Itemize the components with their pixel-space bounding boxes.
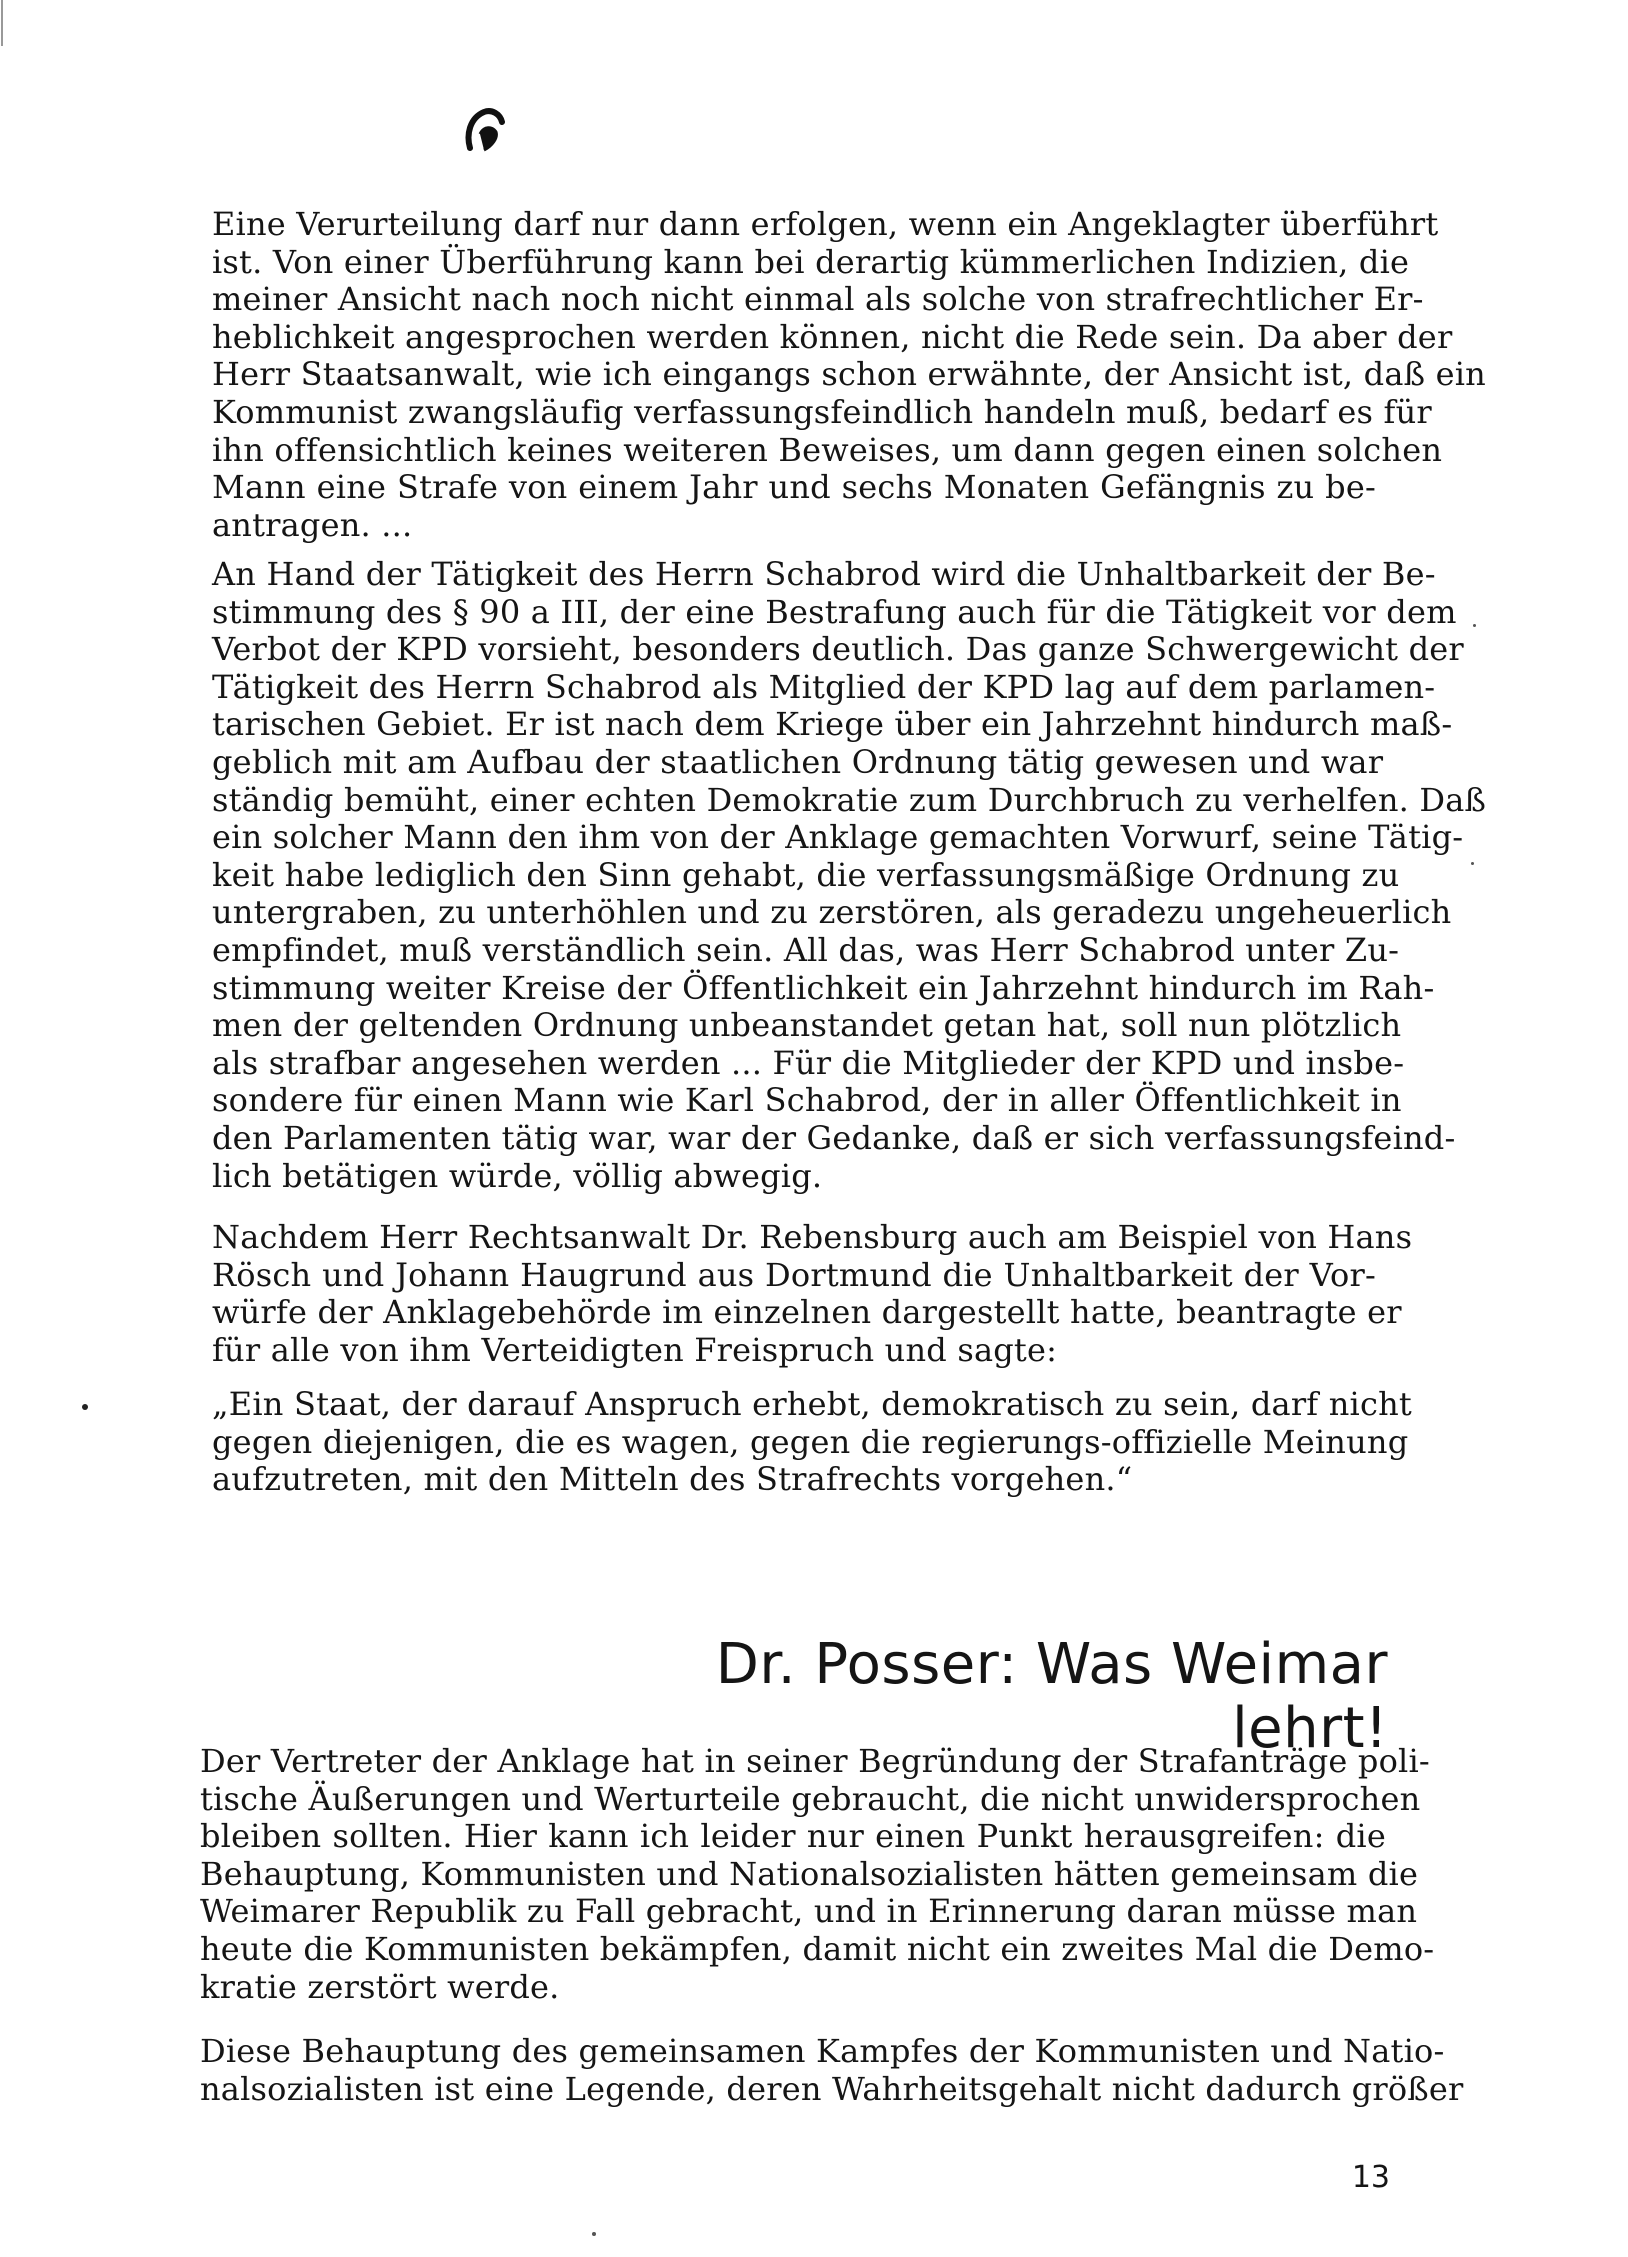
text-line: Kommunist zwangsläufig verfassungsfeindlich handeln muß, bedarf es für [212,392,1432,431]
text-line: ihn offensichtlich keines weiteren Beweises, um dann gegen einen solchen [212,430,1443,469]
text-line: Nachdem Herr Rechtsanwalt Dr. Rebensburg auch am Beispiel von Hans [212,1218,1413,1256]
text-line: Der Vertreter der Anklage hat in seiner Begründung der Strafanträge poli- [200,1742,1430,1780]
margin-dot-mark [82,1404,88,1410]
paragraph-1 [212,205,1486,544]
text-line: empfindet, muß verständlich sein. All das, was Herr Schabrod unter Zu- [212,930,1400,969]
text-line: Mann eine Strafe von einem Jahr und sechs Monaten Gefängnis zu be- [212,468,1376,507]
text-line: ständig bemüht, einer echten Demokratie zum Durchbruch zu verhelfen. Daß [212,780,1487,819]
text-line: tarischen Gebiet. Er ist nach dem Kriege über ein Jahrzehnt hindurch maß- [212,705,1453,744]
text-line: heute die Kommunisten bekämpfen, damit nicht ein zweites Mal die Demo- [200,1929,1435,1968]
text-line: bleiben sollten. Hier kann ich leider nur einen Punkt herausgreifen: die [200,1817,1386,1856]
quotation-paragraph [212,1385,1412,1499]
text-line: nalsozialisten ist eine Legende, deren Wahrheitsgehalt nicht dadurch größer [200,2069,1464,2108]
text-line: den Parlamenten tätig war, war der Gedanke, daß er sich verfassungsfeind- [212,1118,1456,1157]
text-line: stimmung weiter Kreise der Öffentlichkeit ein Jahrzehnt hindurch im Rah- [212,968,1435,1007]
page-number: 13 [1351,2160,1390,2195]
text-line: lich betätigen würde, völlig abwegig. [212,1156,823,1195]
scan-edge-mark [1,0,3,46]
paragraph-4 [200,1742,1435,2006]
text-line: antragen. ... [212,505,413,544]
text-line: aufzutreten, mit den Mitteln des Strafrechts vorgehen.“ [212,1460,1133,1499]
text-line: men der geltenden Ordnung unbeanstandet getan hat, soll nun plötzlich [212,1006,1402,1045]
text-line: Diese Behauptung des gemeinsamen Kampfes der Kommunisten und Natio- [200,2032,1445,2070]
text-line: ein solcher Mann den ihm von der Anklage gemachten Vorwurf, seine Tätig- [212,818,1464,857]
top-ornament-mark [462,104,508,156]
text-line: kratie zerstört werde. [200,1967,560,2006]
text-line: meiner Ansicht nach noch nicht einmal als solche von strafrechtlicher Er- [212,280,1424,319]
text-line: als strafbar angesehen werden ... Für die Mitglieder der KPD und insbe- [212,1043,1405,1082]
text-line: stimmung des § 90 a III, der eine Bestrafung auch für die Tätigkeit vor dem [212,592,1457,631]
text-line: sondere für einen Mann wie Karl Schabrod, der in aller Öffentlichkeit in [212,1081,1402,1120]
text-line: An Hand der Tätigkeit des Herrn Schabrod wird die Unhaltbarkeit der Be- [212,555,1436,593]
paragraph-5 [200,2032,1464,2108]
scan-speck [1471,862,1474,865]
scan-speck [592,2232,596,2236]
text-line: gegen diejenigen, die es wagen, gegen die regierungs-offizielle Meinung [212,1422,1409,1461]
text-line: ist. Von einer Überführung kann bei derartig kümmerlichen Indizien, die [212,242,1410,281]
text-line: Rösch und Johann Haugrund aus Dortmund die Unhaltbarkeit der Vor- [212,1255,1376,1294]
text-line: Tätigkeit des Herrn Schabrod als Mitglied der KPD lag auf dem parlamen- [212,667,1436,706]
text-line: keit habe lediglich den Sinn gehabt, die verfassungsmäßige Ordnung zu [212,855,1400,894]
text-line: geblich mit am Aufbau der staatlichen Ordnung tätig gewesen und war [212,742,1384,781]
paragraph-2 [212,555,1487,1195]
text-line: Behauptung, Kommunisten und Nationalsozialisten hätten gemeinsam die [200,1854,1419,1893]
text-line: Weimarer Republik zu Fall gebracht, und in Erinnerung daran müsse man [200,1892,1418,1931]
text-line: Herr Staatsanwalt, wie ich eingangs schon erwähnte, der Ansicht ist, daß ein [212,355,1486,394]
text-line: heblichkeit angesprochen werden können, nicht die Rede sein. Da aber der [212,317,1453,356]
text-line: untergraben, zu unterhöhlen und zu zerstören, als geradezu ungeheuerlich [212,893,1452,932]
text-line: tische Äußerungen und Werturteile gebraucht, die nicht unwidersprochen [200,1779,1421,1818]
section-heading: Dr. Posser: Was Weimar lehrt! [715,1632,1388,1761]
text-line: würfe der Anklagebehörde im einzelnen dargestellt hatte, beantragte er [212,1293,1402,1332]
text-line: Verbot der KPD vorsieht, besonders deutlich. Das ganze Schwergewicht der [212,630,1464,669]
text-line: Eine Verurteilung darf nur dann erfolgen, wenn ein Angeklagter überführt [212,205,1439,243]
paragraph-3 [212,1218,1413,1369]
scan-speck [1473,624,1476,627]
text-line: für alle von ihm Verteidigten Freispruch und sagte: [212,1330,1058,1369]
text-line: „Ein Staat, der darauf Anspruch erhebt, demokratisch zu sein, darf nicht [212,1385,1412,1423]
